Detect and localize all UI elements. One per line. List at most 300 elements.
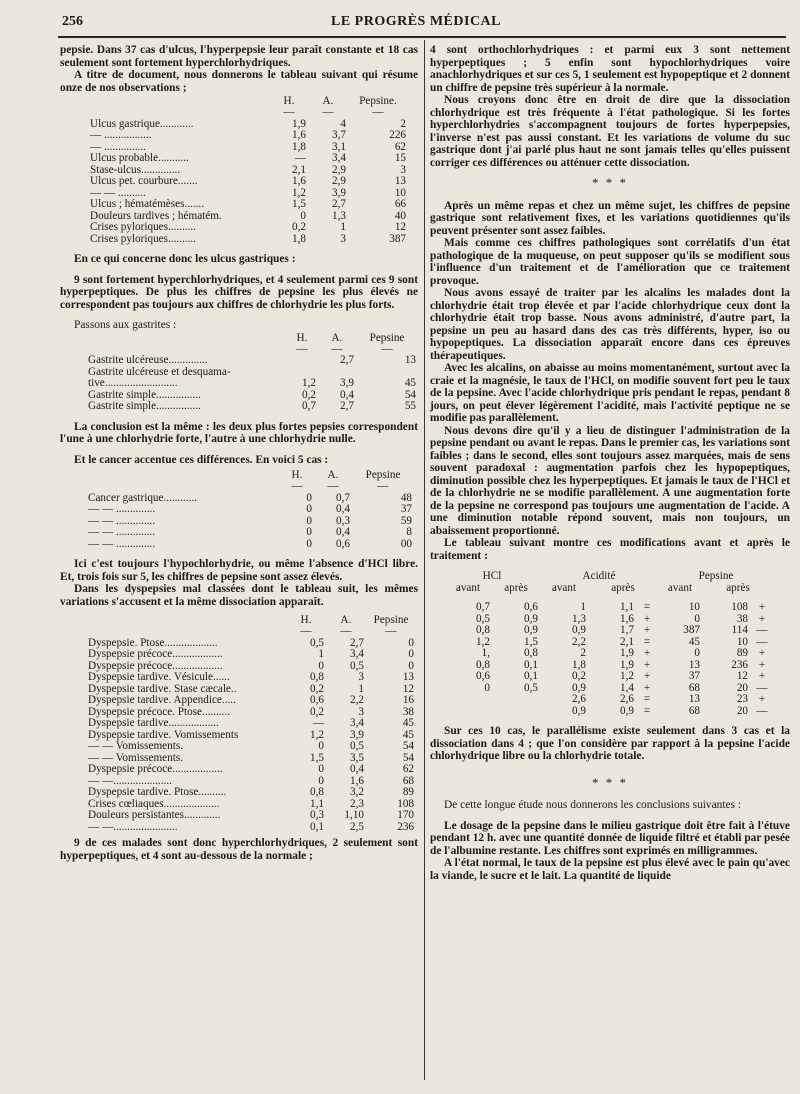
table-ulcus <box>88 95 408 245</box>
table-cell: 1,2 <box>476 635 490 648</box>
table-cell: 54 <box>404 388 416 401</box>
table-cell: — <box>756 681 768 694</box>
table-cell: 0,1 <box>310 820 324 833</box>
table-cell: 13 <box>688 658 700 671</box>
table-header: H. <box>291 469 303 481</box>
table-cell: 0,8 <box>524 647 538 659</box>
table-cell: — <box>283 106 295 118</box>
table-cell: 0,9 <box>572 681 586 694</box>
table-cell: 3,4 <box>350 717 364 729</box>
table-cell: 1,2 <box>620 670 634 682</box>
table-cell: 38 <box>736 612 748 625</box>
table-cell: Acidité <box>582 570 616 582</box>
table-cell: 1,3 <box>332 209 346 222</box>
table-cell: — <box>300 625 312 637</box>
paragraph: Nous devons dire qu'il y a lieu de distinguer l'administration de la pepsine pendant ou avant le repas. Dans le premier cas, les variations sont faibles ; dans le second, elles sont toujours assez marquées, mais de sens souvent paradoxal : augmentation parfois chez les hypopeptiques, diminution possible chez les hyperpeptiques. Et jamais le taux de l'HCl et de la chlorhydrie ne se modifie parallèlement. A une augmentation forte de la pepsine ne correspond pas toujours une augmentation de l'acide. A une diminution notable répond souvent, mais non toujours, un abaissement proportionné. <box>430 424 790 537</box>
table-row <box>86 401 418 413</box>
table-cell: Crises pyloriques.......... <box>90 221 196 233</box>
table-cell: 1,3 <box>572 612 586 625</box>
table-cell: 15 <box>394 152 406 164</box>
table-cell: 2,9 <box>332 175 346 187</box>
table-row <box>86 822 416 834</box>
table-cell: 89 <box>736 647 748 659</box>
table-cell: 387 <box>683 624 700 636</box>
table-cell: + <box>643 647 651 659</box>
table-cell: 1 <box>358 682 364 695</box>
table-cell: 0 <box>408 648 414 660</box>
table-header: A. <box>327 469 339 481</box>
table-cell: + <box>643 624 651 636</box>
paragraph: Nous avons essayé de traiter par les alcalins les malades dont la chlorhydrie était trop élevée et par l'acide chlorhydrique ceux dont la chlorhydrie était trop basse. Nous avons administré, d'autre part, la pepsine un peu au hasard dans des cas très différents, hyper, iso ou hypopeptiques. La dissociation apparaît encore dans ces épreuves thérapeutiques. <box>430 287 790 362</box>
table-cell: 68 <box>688 681 700 694</box>
table-header: Pepsine <box>365 469 401 481</box>
table-cell: — <box>340 625 352 637</box>
table-cell: 0,6 <box>476 670 490 682</box>
table-cell: 0,4 <box>336 503 350 515</box>
table-cell: 23 <box>736 693 748 705</box>
table-cell: 114 <box>731 624 748 636</box>
paragraph: Le dosage de la pepsine dans le milieu gastrique doit être fait à l'étuve pendant 12 h. avec une quantité donnée de liquide filtré et établi par pesée de l'albumine restante. Les chiffres sont exprimés en milligrammes. <box>430 819 790 857</box>
table-cell <box>86 626 286 638</box>
table-cell: 1,6 <box>292 175 306 187</box>
table-cell: — <box>331 342 343 355</box>
table-cell: 0 <box>306 491 312 504</box>
table-cell: 13 <box>394 175 406 187</box>
table-cell: Dyspepsie précoce.................. <box>88 648 223 660</box>
table-cell: 68 <box>688 704 700 717</box>
table-cell: Ulcus pet. courbure....... <box>90 175 198 187</box>
table-cell: Dyspepsie précoce.................. <box>88 659 223 672</box>
paragraph: En ce qui concerne donc les ulcus gastriques : <box>74 253 296 265</box>
table-cell: 0,5 <box>350 740 364 752</box>
table-row <box>444 706 774 718</box>
table-cell: 2,7 <box>350 636 364 649</box>
paragraph: Le tableau suivant montre ces modifications avant et après le traitement : <box>430 537 790 562</box>
table-cell <box>286 355 318 367</box>
table-cell: 68 <box>402 774 414 787</box>
table-cell: 2,2 <box>572 635 586 648</box>
table-cell: Dyspepsie tardive. Appendice..... <box>88 694 236 706</box>
table-cell: 0 <box>318 740 324 752</box>
table-cell: Cancer gastrique............ <box>88 491 198 504</box>
table-cell: 1,6 <box>350 774 364 787</box>
table-cell: Dyspepsie tardive.................. <box>88 717 219 729</box>
table-sub-header <box>444 582 774 594</box>
running-header <box>62 14 770 34</box>
table-row <box>86 481 414 493</box>
table-row <box>86 355 418 367</box>
table-cell: 2,3 <box>350 797 364 810</box>
table-cancer <box>86 469 414 550</box>
table-cell: 3,4 <box>332 152 346 164</box>
table-cell: 3 <box>358 671 364 683</box>
table-cell: 1,2 <box>302 377 316 389</box>
table-cell: 3,9 <box>350 728 364 741</box>
table-cell: 62 <box>394 140 406 153</box>
table-cell: — — Vomissements. <box>88 751 183 764</box>
table-cell: 2,9 <box>332 163 346 176</box>
paragraph: Dans les dyspepsies mal classées dont le tableau suit, les mêmes variations s'accusent et la même dissociation apparaît. <box>60 583 418 608</box>
table-cell: — <box>372 106 384 118</box>
table-cell: 2,1 <box>620 635 634 648</box>
table-cell: 0,6 <box>336 537 350 550</box>
table-cell: 0 <box>318 774 324 787</box>
table-cell: — —....................... <box>88 820 178 833</box>
table-cell: 0,4 <box>336 526 350 538</box>
table-cell: 1 <box>318 648 324 660</box>
table-cell: 0 <box>318 763 324 775</box>
table-cell <box>88 107 270 119</box>
table-cell: 1 <box>340 221 346 233</box>
table-cell: 4 <box>340 117 346 130</box>
table-row <box>86 764 416 776</box>
table-cell: 1,8 <box>572 658 586 671</box>
table-cell: 1,2 <box>310 728 324 741</box>
table-cell: — — .............. <box>88 503 156 515</box>
table-row <box>86 695 416 707</box>
paragraph: De cette longue étude nous donnerons les conclusions suivantes : <box>444 799 742 811</box>
table-cell: + <box>758 647 766 659</box>
paragraph: Passons aux gastrites : <box>74 319 177 331</box>
table-cell <box>492 694 540 706</box>
table-cell: = <box>643 635 651 648</box>
paragraph: Après un même repas et chez un même sujet, les chiffres de pepsine gastrique sont relativement fixes, et les variations quotidiennes qu'ils peuvent présenter sont assez faibles. <box>430 199 790 237</box>
table-cell: 0 <box>408 636 414 649</box>
table-cell: 3,1 <box>332 140 346 153</box>
table-cell: — <box>291 480 303 492</box>
table-row <box>88 199 408 211</box>
table-cell: Gastrite ulcéreuse et desquama- <box>88 365 231 378</box>
table-cell: — <box>756 635 768 648</box>
table-cell: = <box>643 601 651 613</box>
table-cell <box>444 694 492 706</box>
table-cell: 2 <box>400 117 406 130</box>
table-row <box>86 649 416 661</box>
table-cell: — ................. <box>90 129 152 141</box>
table-cell: 0,2 <box>302 388 316 401</box>
table-cell: 12 <box>402 682 414 695</box>
table-header: H. <box>283 95 295 107</box>
table-cell: 12 <box>394 221 406 233</box>
table-cell: 48 <box>400 491 412 504</box>
table-cell: 0,8 <box>476 624 490 636</box>
table-cell: 1,5 <box>310 751 324 764</box>
table-row <box>444 614 774 626</box>
table-cell: = <box>643 693 651 705</box>
table-cell: 387 <box>389 232 406 245</box>
table-cell: 0,2 <box>310 705 324 718</box>
table-header: A. <box>331 331 343 344</box>
table-cell: 16 <box>402 694 414 706</box>
table-header <box>86 332 286 344</box>
table-cell: 1,9 <box>292 117 306 130</box>
table-cell: Ulcus gastrique............ <box>90 117 194 130</box>
table-cell: Dyspepsie. Ptose................... <box>88 636 218 649</box>
paragraph: A titre de document, nous donnerons le tableau suivant qui résume onze de nos observations ; <box>60 69 418 94</box>
table-cell: 1,4 <box>620 681 634 694</box>
table-cell: — ............... <box>90 140 146 153</box>
table-cell: 0,1 <box>524 670 538 682</box>
table-cell: 0,8 <box>310 786 324 798</box>
table-cell: après <box>611 582 635 594</box>
table-cell: 2,5 <box>350 820 364 833</box>
table-cell: 1,6 <box>292 129 306 141</box>
table-cell: + <box>758 612 766 625</box>
table-cell: 1,9 <box>620 647 634 659</box>
table-cell: — — Vomissements. <box>88 740 183 752</box>
table-cell: 2,2 <box>350 694 364 706</box>
table-cell: Gastrite simple................ <box>88 400 201 412</box>
table-cell: 2 <box>580 647 586 659</box>
table-cell: 20 <box>736 681 748 694</box>
table-cell: 0,2 <box>572 670 586 682</box>
table-cell: 45 <box>404 377 416 389</box>
table-cell: 226 <box>389 129 406 141</box>
column-separator <box>424 40 425 1080</box>
table-row <box>86 741 416 753</box>
table-cell: Pepsine <box>698 570 734 582</box>
table-cell: 0 <box>306 537 312 550</box>
table-cell: + <box>758 601 766 613</box>
table-row <box>444 683 774 695</box>
table-cell: 170 <box>397 809 414 821</box>
table-cell: + <box>643 681 651 694</box>
table-cell: 1,5 <box>524 635 538 648</box>
paragraph: Avec les alcalins, on abaisse au moins momentanément, surtout avec la craie et la magnésie, le taux de l'HCl, on modifie souvent fort peu le taux de la pepsine. Avec l'acide chlorhydrique pris pendant le repas, pendant 8 jours, on peut élever légèrement l'acidité, mais l'activité peptique ne se modifie pas parallèlement. <box>430 362 790 424</box>
table-row <box>86 504 414 516</box>
table-cell: 2,7 <box>332 198 346 210</box>
table-cell: 3,7 <box>332 129 346 141</box>
table-cell: 45 <box>402 717 414 729</box>
table-cell: — <box>327 480 339 492</box>
table-row <box>88 107 408 119</box>
table-cell: — —..................... <box>88 774 172 787</box>
table-cell: + <box>758 658 766 671</box>
table-cell: 1,8 <box>292 140 306 153</box>
table-cell: — — .......... <box>90 186 146 199</box>
table-cell: 0,2 <box>292 221 306 233</box>
paragraph: Sur ces 10 cas, le parallélisme existe seulement dans 3 cas et la dissociation dans 4 ; que l'on considère par rapport à la pepsine l'acide chlorhydrique libre ou la chlorhydrie totale. <box>430 725 790 762</box>
table-cell: 1 <box>580 601 586 613</box>
table-cell: 0,9 <box>572 624 586 636</box>
table-row <box>86 539 414 551</box>
table-cell: Dyspepsie tardive. Stase cæcale.. <box>88 682 237 695</box>
table-cell: 0,7 <box>302 400 316 412</box>
table-cell: 0,8 <box>310 671 324 683</box>
table-cell: 37 <box>400 503 412 515</box>
table-cell: — <box>756 704 768 717</box>
table-cell: 108 <box>397 797 414 810</box>
table-cell <box>444 594 774 602</box>
table-cell: Stase-ulcus.............. <box>90 163 181 176</box>
table-cell: 13 <box>402 671 414 683</box>
table-cell: Ulcus probable........... <box>90 152 189 164</box>
table-cell: — <box>322 106 334 118</box>
table-cell: 3 <box>400 163 406 176</box>
table-cell: après <box>726 582 750 594</box>
table-cell <box>492 706 540 718</box>
table-cell: 2,7 <box>340 400 354 412</box>
header-rule <box>58 36 786 38</box>
table-cell: 3,4 <box>350 648 364 660</box>
table-cell: tive.......................... <box>88 377 178 389</box>
table-cell: 3,2 <box>350 786 364 798</box>
paragraph: Ici c'est toujours l'hypochlorhydrie, ou même l'absence d'HCl libre. Et, trois fois sur 5, les chiffres de pepsine sont assez élevés. <box>60 558 418 583</box>
paragraph: A l'état normal, le taux de la pepsine est plus élevé avec le pain qu'avec la viande, le sucre et le lait. La quantité de liquide <box>430 857 790 882</box>
table-row <box>86 810 416 822</box>
table-cell: + <box>643 658 651 671</box>
table-cell <box>86 481 280 493</box>
table-row <box>88 153 408 165</box>
table-cell: Gastrite ulcéreuse.............. <box>88 354 208 366</box>
table-cell: 0,4 <box>340 388 354 401</box>
table-row <box>86 527 414 539</box>
table-cell: Dyspepsie précoce. Ptose.......... <box>88 705 230 718</box>
table-cell: Douleurs tardives ; hématém. <box>90 209 222 222</box>
table-cell: 1,6 <box>620 612 634 625</box>
table-cell: 1,1 <box>620 601 634 613</box>
table-cell: — — .............. <box>88 514 156 527</box>
paragraph: pepsie. Dans 37 cas d'ulcus, l'hyperpepsie leur paraît constante et 18 cas seulement sont fortement hyperchlorhydriques. <box>60 44 418 69</box>
table-cell: + <box>758 693 766 705</box>
table-row <box>444 660 774 672</box>
table-cell: 0,8 <box>476 658 490 671</box>
page-number: 256 <box>62 14 83 29</box>
table-cell: 37 <box>688 670 700 682</box>
table-cell: = <box>643 704 651 717</box>
table-cell: Dyspepsie tardive. Vésicule...... <box>88 671 230 683</box>
table-header: A. <box>322 95 334 107</box>
table-cell: 0,9 <box>620 704 634 717</box>
table-cell <box>444 706 492 718</box>
table-cell: 0 <box>306 526 312 538</box>
table-row <box>88 222 408 234</box>
table-header: Pepsine. <box>359 95 397 107</box>
table-cell: 3 <box>340 232 346 245</box>
table-cell: 1,1 <box>310 797 324 810</box>
table-cell: 0,5 <box>476 612 490 625</box>
table-cell: — <box>756 624 768 636</box>
table-cell: 2,6 <box>620 693 634 705</box>
table-cell: 89 <box>402 786 414 798</box>
table-cell: 0,3 <box>336 514 350 527</box>
table-group-header <box>444 570 774 582</box>
table-row <box>88 130 408 142</box>
table-row <box>86 718 416 730</box>
table-cell: 0,7 <box>476 601 490 613</box>
table-cell: après <box>504 582 528 594</box>
table-cell: 0,3 <box>310 809 324 821</box>
table-cell: 13 <box>688 693 700 705</box>
table-cell: 0,2 <box>310 682 324 695</box>
paragraph: Mais comme ces chiffres pathologiques sont corrélatifs d'un état pathologique de la muqueuse, on peut supposer qu'ils se modifient sous l'influence d'un traitement et de l'amélioration que ce traitement provoque. <box>430 237 790 287</box>
table-row <box>86 626 416 638</box>
table-row <box>444 602 774 614</box>
table-cell: 1,9 <box>620 658 634 671</box>
paragraph: La conclusion est la même : les deux plus fortes pepsies correspondent l'une à une chlorhydrie forte, l'autre à une chlorhydrie nulle. <box>60 420 418 445</box>
table-cell: 0,9 <box>524 624 538 636</box>
table-row <box>444 648 774 660</box>
table-cell: 0,5 <box>310 636 324 649</box>
table-cell: Douleurs persistantes............. <box>88 809 221 821</box>
table-cell: 1,5 <box>292 198 306 210</box>
table-cell: 0,4 <box>350 763 364 775</box>
table-cell: 10 <box>394 186 406 199</box>
table-cell: 1,8 <box>292 232 306 245</box>
paragraph: Nous croyons donc être en droit de dire que la dissociation chlorhydrique est très fréquente à l'état pathologique. Si les fortes hyperchlorhydries s'accompagnent toujours de fortes hyperpepsies, l'inverse n'est pas aussi constant. Et les variations de volume du suc gastrique dont j'ai parlé plus haut ne sont jamais telles qu'elles puissent corriger ces différences ou atténuer cette dissociation. <box>430 94 790 169</box>
table-cell: 0 <box>306 514 312 527</box>
table-row <box>86 787 416 799</box>
table-dyspepsies <box>86 614 416 833</box>
table-cell: 236 <box>397 820 414 833</box>
table-cell: avant <box>455 582 481 594</box>
table-cell: 45 <box>402 728 414 741</box>
table-cell: 12 <box>736 670 748 682</box>
table-cell: 3,9 <box>332 186 346 199</box>
table-cell: 45 <box>688 635 700 648</box>
table-header: H. <box>296 331 308 344</box>
table-cell: Ulcus ; hématémèses....... <box>90 198 205 210</box>
paragraph: 9 sont fortement hyperchlorhydriques, et 4 seulement parmi ces 9 sont hyperpeptiques. De plus les chiffres de pepsine les plus élevés ne correspondent pas toujours aux chiffres de chlorhydrie les plus forts. <box>60 273 418 311</box>
table-cell: 10 <box>688 601 700 613</box>
table-cell: Crises pyloriques.......... <box>90 232 196 245</box>
table-cell: HCl <box>482 570 502 582</box>
table-cell: 54 <box>402 740 414 752</box>
section-stars: * * * <box>592 175 628 190</box>
table-cell: — — .............. <box>88 537 156 550</box>
table-row <box>86 378 418 390</box>
paragraph: 9 de ces malades sont donc hyperchlorhydriques, 2 seulement sont hyperpeptiques, et 4 sont au-dessous de la normale ; <box>60 837 418 862</box>
table-gastrites <box>86 332 418 413</box>
table-row <box>444 637 774 649</box>
table-cell: 2,6 <box>572 693 586 705</box>
table-cell: 2,1 <box>292 163 306 176</box>
table-cell: 0 <box>318 659 324 672</box>
table-cell: 2,7 <box>340 354 354 366</box>
table-cell: Crises cœliaques.................... <box>88 797 220 810</box>
table-cell: 108 <box>731 601 748 613</box>
table-cell: 40 <box>394 209 406 222</box>
table-cell: 0 <box>408 659 414 672</box>
table-cell: — <box>296 342 308 355</box>
table-cell: 0 <box>694 612 700 625</box>
table-cell: 38 <box>402 705 414 718</box>
table-cell: 0 <box>484 681 490 694</box>
table-row <box>88 176 408 188</box>
left-column <box>60 44 418 862</box>
table-cell: 3 <box>358 705 364 718</box>
table-cell: 66 <box>394 198 406 210</box>
table-cell: — <box>385 625 397 637</box>
right-column <box>430 44 790 882</box>
table-cell: + <box>758 670 766 682</box>
table-cell: 0,5 <box>350 659 364 672</box>
table-spacer <box>444 594 774 602</box>
table-cell: 3,5 <box>350 751 364 764</box>
table-header: Pepsine <box>369 331 405 344</box>
table-header <box>86 614 286 626</box>
table-cell: 13 <box>404 354 416 366</box>
table-cell: 0 <box>306 503 312 515</box>
table-row <box>88 234 408 246</box>
table-cell: — <box>381 342 393 355</box>
table-cell: 0,6 <box>524 601 538 613</box>
table-cell: 10 <box>736 635 748 648</box>
table-cell: — <box>312 717 324 729</box>
table-cell: 1,10 <box>344 809 364 821</box>
table-cell: 0 <box>694 647 700 659</box>
table-cell: 0,7 <box>336 491 350 504</box>
